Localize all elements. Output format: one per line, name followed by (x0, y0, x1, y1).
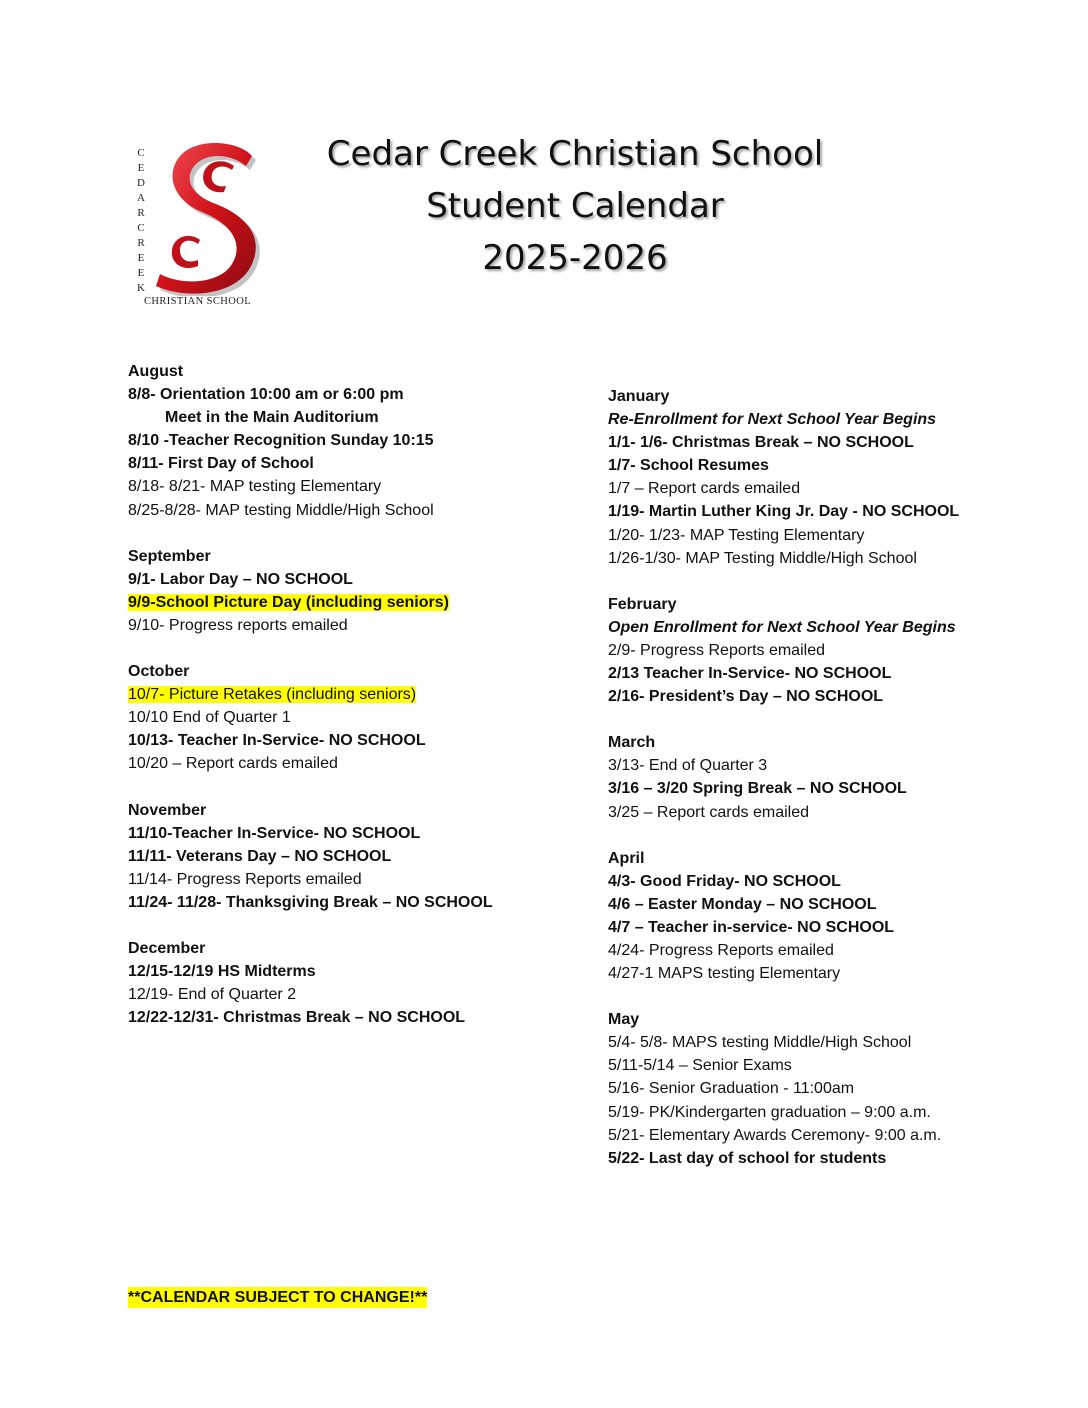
event-text: 5/11-5/14 – Senior Exams (608, 1057, 792, 1075)
event-text: 3/25 – Report cards emailed (608, 803, 809, 821)
calendar-event (608, 893, 1008, 916)
event-text: 8/10 -Teacher Recognition Sunday 10:15 (128, 432, 434, 450)
calendar-event (608, 1077, 1008, 1100)
event-text: 5/21- Elementary Awards Ceremony- 9:00 a.m. (608, 1126, 942, 1144)
calendar-event (128, 960, 568, 983)
month-section-december (128, 937, 568, 1029)
calendar-event (128, 752, 568, 775)
logo-letter: C (137, 222, 145, 234)
month-heading: January (608, 388, 670, 405)
calendar-event (128, 475, 568, 498)
month-section-october (128, 660, 568, 775)
logo-letter: E (137, 252, 145, 264)
calendar-event (608, 1101, 1008, 1124)
month-heading: November (128, 801, 207, 819)
event-text: 4/6 – Easter Monday – NO SCHOOL (608, 895, 877, 913)
calendar-event (608, 431, 1008, 454)
event-text: 10/7- Picture Retakes (including seniors) (128, 686, 417, 704)
event-text: 4/3- Good Friday- NO SCHOOL (608, 872, 841, 890)
logo-letter: C (137, 147, 145, 159)
calendar-event (608, 916, 1008, 939)
event-text: 11/11- Veterans Day – NO SCHOOL (128, 847, 392, 865)
month-section-november (128, 799, 568, 914)
calendar-event (128, 983, 568, 1006)
month-section-august (128, 360, 568, 522)
calendar-event (608, 685, 1008, 708)
event-text: 12/22-12/31- Christmas Break – NO SCHOOL (128, 1009, 466, 1027)
event-text: 10/13- Teacher In-Service- NO SCHOOL (128, 732, 426, 750)
calendar-event (608, 408, 1008, 431)
month-heading: October (128, 663, 190, 681)
event-text: 8/25-8/28- MAP testing Middle/High School (128, 501, 434, 519)
calendar-event (608, 524, 1008, 547)
calendar-event (128, 868, 568, 891)
school-logo (128, 136, 264, 314)
month-heading: March (608, 734, 656, 752)
calendar-event (608, 754, 1008, 777)
month-section-september (128, 545, 568, 637)
calendar-event (608, 939, 1008, 962)
calendar-event (128, 591, 568, 614)
calendar-right-column (608, 385, 1008, 1193)
event-text: 11/14- Progress Reports emailed (128, 870, 362, 888)
month-heading: August (128, 363, 184, 380)
event-text: 12/15-12/19 HS Midterms (128, 963, 316, 981)
calendar-event (128, 452, 568, 475)
calendar-event (128, 683, 568, 706)
event-text: 8/8- Orientation 10:00 am or 6:00 pm (128, 386, 404, 404)
logo-letter: E (137, 162, 145, 174)
event-text: 10/20 – Report cards emailed (128, 755, 338, 773)
month-heading: May (608, 1011, 640, 1029)
calendar-event (608, 1147, 1008, 1170)
logo-letter: D (137, 177, 145, 189)
calendar-event (128, 499, 568, 522)
calendar-event (128, 1006, 568, 1029)
event-text: 4/27-1 MAPS testing Elementary (608, 965, 841, 983)
event-text: Meet in the Main Auditorium (165, 409, 379, 427)
logo-letter: E (137, 267, 145, 279)
calendar-event (608, 1031, 1008, 1054)
calendar-event (128, 706, 568, 729)
event-text: 1/7- School Resumes (608, 457, 769, 475)
month-section-march (608, 731, 1008, 823)
event-text: 9/10- Progress reports emailed (128, 616, 348, 634)
calendar-event (128, 729, 568, 752)
calendar-event (608, 477, 1008, 500)
event-text: 3/16 – 3/20 Spring Break – NO SCHOOL (608, 780, 907, 798)
event-text: 10/10 End of Quarter 1 (128, 709, 291, 727)
event-text: 1/7 – Report cards emailed (608, 480, 801, 498)
event-text: 5/4- 5/8- MAPS testing Middle/High School (608, 1034, 912, 1052)
calendar-event (608, 870, 1008, 893)
event-text: 3/13- End of Quarter 3 (608, 757, 768, 775)
calendar-event (128, 383, 568, 406)
logo-letter: R (137, 237, 145, 249)
event-text: 1/1- 1/6- Christmas Break – NO SCHOOL (608, 434, 914, 452)
event-text: 4/24- Progress Reports emailed (608, 941, 834, 959)
event-text: Re-Enrollment for Next School Year Begins (608, 411, 937, 429)
logo-letter: K (137, 282, 145, 294)
calendar-left-column (128, 360, 568, 1052)
month-heading: September (128, 547, 211, 565)
event-text: 2/9- Progress Reports emailed (608, 641, 825, 659)
calendar-event (608, 962, 1008, 985)
calendar-event (128, 845, 568, 868)
logo-letter: A (137, 192, 145, 204)
calendar-event (128, 614, 568, 637)
month-section-april (608, 847, 1008, 986)
event-text: 8/18- 8/21- MAP testing Elementary (128, 478, 382, 496)
event-text: 1/19- Martin Luther King Jr. Day - NO SCHOOL (608, 503, 960, 521)
month-section-february (608, 593, 1008, 708)
school-name: Cedar Creek Christian School (326, 134, 824, 174)
event-text: 9/9-School Picture Day (including seniors) (128, 593, 449, 611)
ccs-monogram-icon (128, 136, 264, 296)
event-text: 4/7 – Teacher in-service- NO SCHOOL (608, 918, 895, 936)
month-section-january (608, 385, 1008, 570)
calendar-change-notice: **CALENDAR SUBJECT TO CHANGE!** (128, 1289, 428, 1306)
logo-letter: R (137, 207, 145, 219)
month-heading: February (608, 595, 677, 613)
page-title (280, 128, 870, 284)
event-text: 2/13 Teacher In-Service- NO SCHOOL (608, 665, 892, 683)
calendar-event (608, 454, 1008, 477)
calendar-event (608, 1124, 1008, 1147)
event-text: 12/19- End of Quarter 2 (128, 986, 297, 1004)
event-text: 5/22- Last day of school for students (608, 1149, 887, 1167)
calendar-event (128, 406, 568, 429)
calendar-event (608, 616, 1008, 639)
month-heading: December (128, 939, 206, 957)
calendar-event (608, 662, 1008, 685)
calendar-event (128, 891, 568, 914)
logo-subtitle: CHRISTIAN SCHOOL (144, 296, 252, 307)
month-heading: April (608, 849, 645, 867)
event-text: 1/26-1/30- MAP Testing Middle/High School (608, 549, 917, 567)
event-text: 11/10-Teacher In-Service- NO SCHOOL (128, 824, 421, 842)
calendar-event (608, 500, 1008, 523)
calendar-event (128, 429, 568, 452)
calendar-event (608, 801, 1008, 824)
event-text: 1/20- 1/23- MAP Testing Elementary (608, 526, 865, 544)
event-text: 5/19- PK/Kindergarten graduation – 9:00 a.m. (608, 1103, 931, 1121)
calendar-event (608, 639, 1008, 662)
event-text: 11/24- 11/28- Thanksgiving Break – NO SCHOOL (128, 893, 493, 911)
event-text: 2/16- President’s Day – NO SCHOOL (608, 688, 884, 706)
event-text: 8/11- First Day of School (128, 455, 314, 473)
event-text: Open Enrollment for Next School Year Begins (608, 618, 956, 636)
calendar-event (128, 568, 568, 591)
calendar-event (608, 1054, 1008, 1077)
event-text: 9/1- Labor Day – NO SCHOOL (128, 570, 353, 588)
event-text: 5/16- Senior Graduation - 11:00am (608, 1080, 855, 1098)
calendar-title: Student Calendar (426, 186, 724, 226)
month-section-may (608, 1008, 1008, 1170)
school-year: 2025-2026 (482, 238, 668, 278)
calendar-event (128, 822, 568, 845)
calendar-event (608, 547, 1008, 570)
calendar-event (608, 777, 1008, 800)
